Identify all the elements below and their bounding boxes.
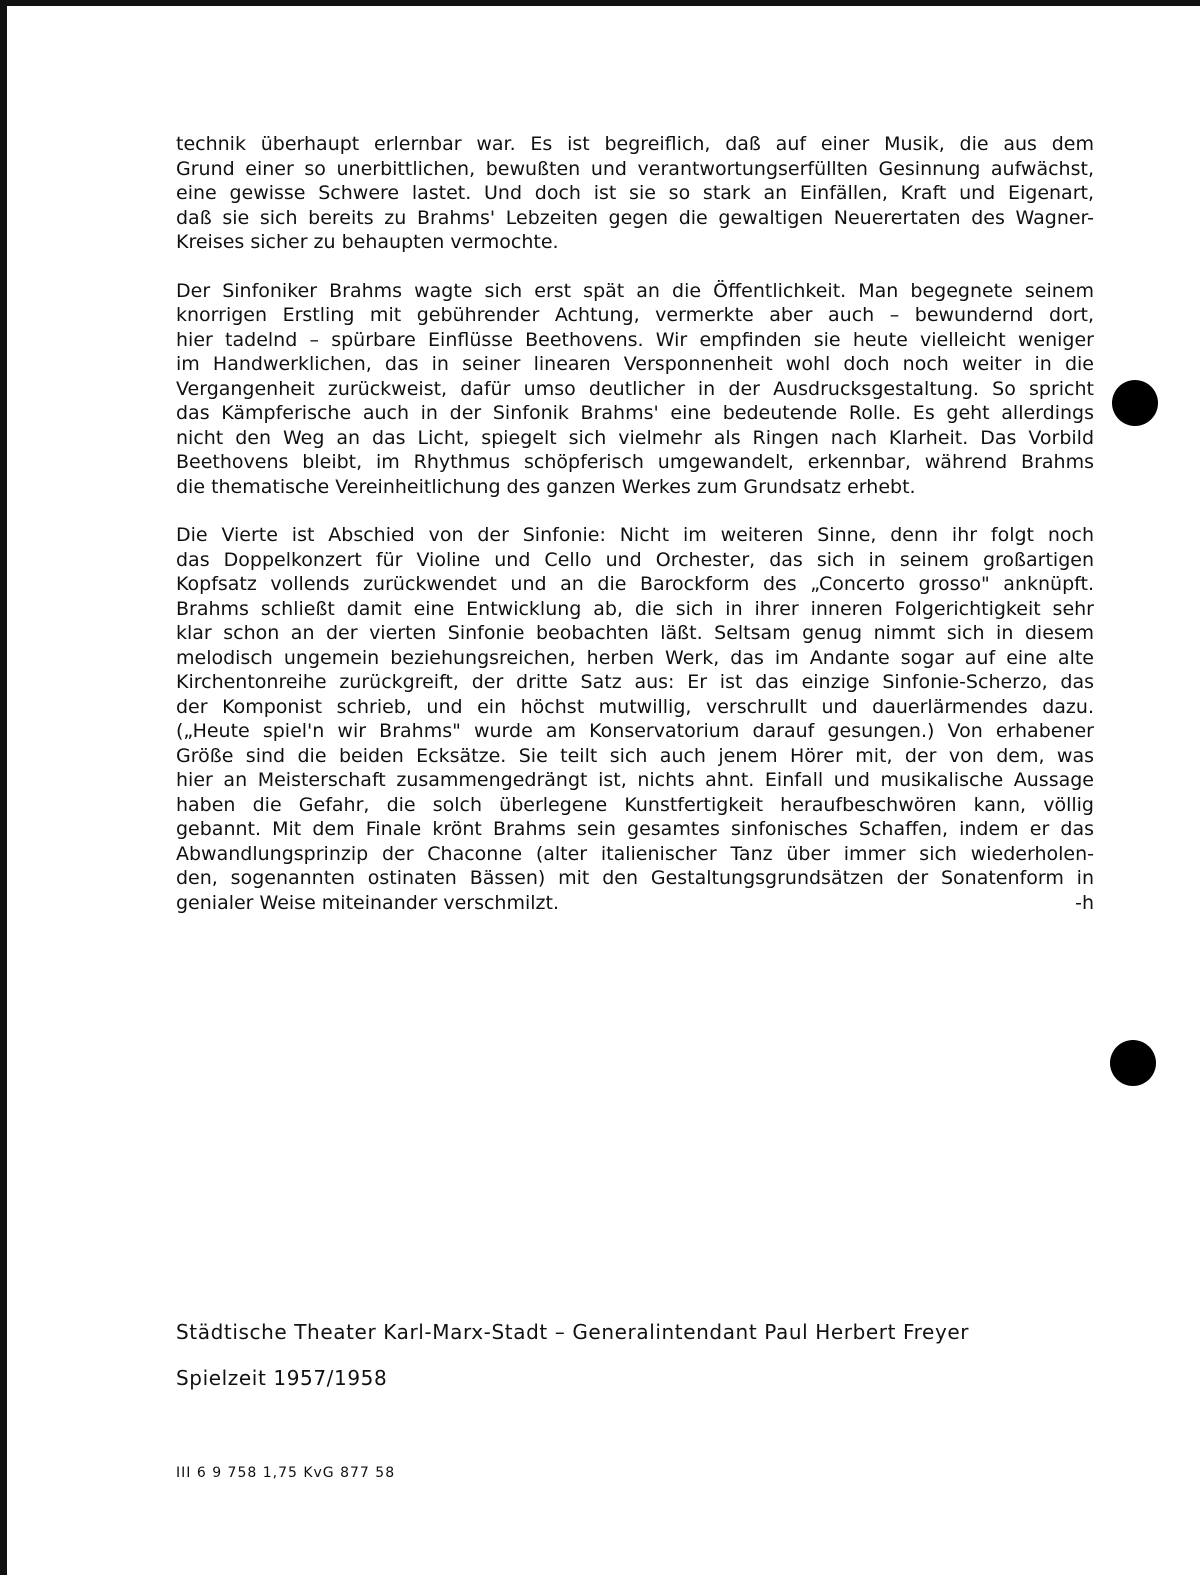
- text-line: technik überhaupt erlernbar war. Es ist begreiflich, daß auf einer Musik, die aus dem: [176, 133, 1094, 155]
- paragraph-3: [176, 523, 1094, 915]
- punch-hole-lower: [1110, 1040, 1156, 1086]
- scan-edge-top: [0, 0, 1200, 6]
- text-line: haben die Gefahr, die solch überlegene Kunstfertigkeit heraufbeschwören kann, völlig: [176, 793, 1094, 816]
- text-line: Abwandlungsprinzip der Chaconne (alter italienischer Tanz über immer sich wiederholen-: [176, 842, 1094, 865]
- final-line: [176, 891, 1094, 916]
- text-line: im Handwerklichen, das in seiner linearen Versponnenheit wohl doch noch weiter in die: [176, 353, 1094, 375]
- text-line: Kopfsatz vollends zurückwendet und an die Barockform des „Concerto grosso" anknüpft.: [176, 573, 1094, 595]
- text-line: Kirchentonreihe zurückgreift, der dritte Satz aus: Er ist das einzige Sinfonie-Scherzo, das: [176, 671, 1094, 693]
- final-line-text: genialer Weise miteinander verschmilzt.: [176, 891, 559, 914]
- text-line: hier tadelnd – spürbare Einflüsse Beethovens. Wir empfinden sie heute vielleicht weniger: [176, 328, 1094, 351]
- text-line: eine gewisse Schwere lastet. Und doch ist sie so stark an Einfällen, Kraft und Eigenart,: [176, 182, 1094, 204]
- text-line: hier an Meisterschaft zusammengedrängt ist, nichts ahnt. Einfall und musikalische Aussage: [176, 769, 1094, 791]
- footer-season: Spielzeit 1957/1958: [176, 1366, 388, 1390]
- text-line: knorrigen Erstling mit gebührender Achtung, vermerkte aber auch – bewundernd dort,: [176, 304, 1094, 326]
- paragraph-1: [176, 132, 1094, 255]
- text-line: Brahms schließt damit eine Entwicklung ab, die sich in ihrer inneren Folgerichtigkeit sehr: [176, 597, 1094, 620]
- text-line: das Kämpferische auch in der Sinfonik Brahms' eine bedeutende Rolle. Es geht allerdings: [176, 402, 1094, 424]
- text-line: nicht den Weg an das Licht, spiegelt sich vielmehr als Ringen nach Klarheit. Das Vorbild: [176, 426, 1094, 449]
- print-code: III 6 9 758 1,75 KvG 877 58: [176, 1465, 396, 1481]
- text-line: („Heute spiel'n wir Brahms" wurde am Konservatorium darauf gesungen.) Von erhabener: [176, 720, 1094, 742]
- body-text: [176, 132, 1094, 939]
- text-line: Der Sinfoniker Brahms wagte sich erst spät an die Öffentlichkeit. Man begegnete seinem: [176, 279, 1094, 302]
- text-line: die thematische Vereinheitlichung des ganzen Werkes zum Grundsatz erhebt.: [176, 475, 916, 498]
- text-line: klar schon an der vierten Sinfonie beobachten läßt. Seltsam genug nimmt sich in diesem: [176, 622, 1094, 644]
- text-line: gebannt. Mit dem Finale krönt Brahms sein gesamtes sinfonisches Schaffen, indem er das: [176, 818, 1094, 840]
- text-line: den, sogenannten ostinaten Bässen) mit den Gestaltungsgrundsätzen der Sonatenform in: [176, 867, 1094, 889]
- text-line: das Doppelkonzert für Violine und Cello und Orchester, das sich in seinem großartigen: [176, 548, 1094, 571]
- punch-hole-upper: [1112, 380, 1158, 426]
- text-line: Größe sind die beiden Ecksätze. Sie teilt sich auch jenem Hörer mit, der von dem, was: [176, 744, 1094, 767]
- author-signature: -h: [1075, 891, 1094, 914]
- text-line: Kreises sicher zu behaupten vermochte.: [176, 231, 559, 253]
- scan-edge-left: [0, 0, 7, 1575]
- text-line: Vergangenheit zurückweist, dafür umso deutlicher in der Ausdrucksgestaltung. So spricht: [176, 377, 1094, 400]
- text-line: daß sie sich bereits zu Brahms' Lebzeiten gegen die gewaltigen Neuerertaten des Wagner-: [176, 206, 1094, 229]
- text-line: melodisch ungemein beziehungsreichen, herben Werk, das im Andante sogar auf eine alte: [176, 646, 1094, 669]
- text-line: der Komponist schrieb, und ein höchst mutwillig, verschrullt und dauerlärmendes dazu.: [176, 695, 1094, 718]
- text-line: Die Vierte ist Abschied von der Sinfonie: Nicht im weiteren Sinne, denn ihr folgt noch: [176, 524, 1094, 546]
- paragraph-2: [176, 279, 1094, 500]
- text-line: Grund einer so unerbittlichen, bewußten und verantwortungserfüllten Gesinnung aufwächst,: [176, 157, 1094, 180]
- footer-theater: Städtische Theater Karl-Marx-Stadt – Generalintendant Paul Herbert Freyer: [176, 1320, 970, 1344]
- text-line: Beethovens bleibt, im Rhythmus schöpferisch umgewandelt, erkennbar, während Brahms: [176, 451, 1094, 473]
